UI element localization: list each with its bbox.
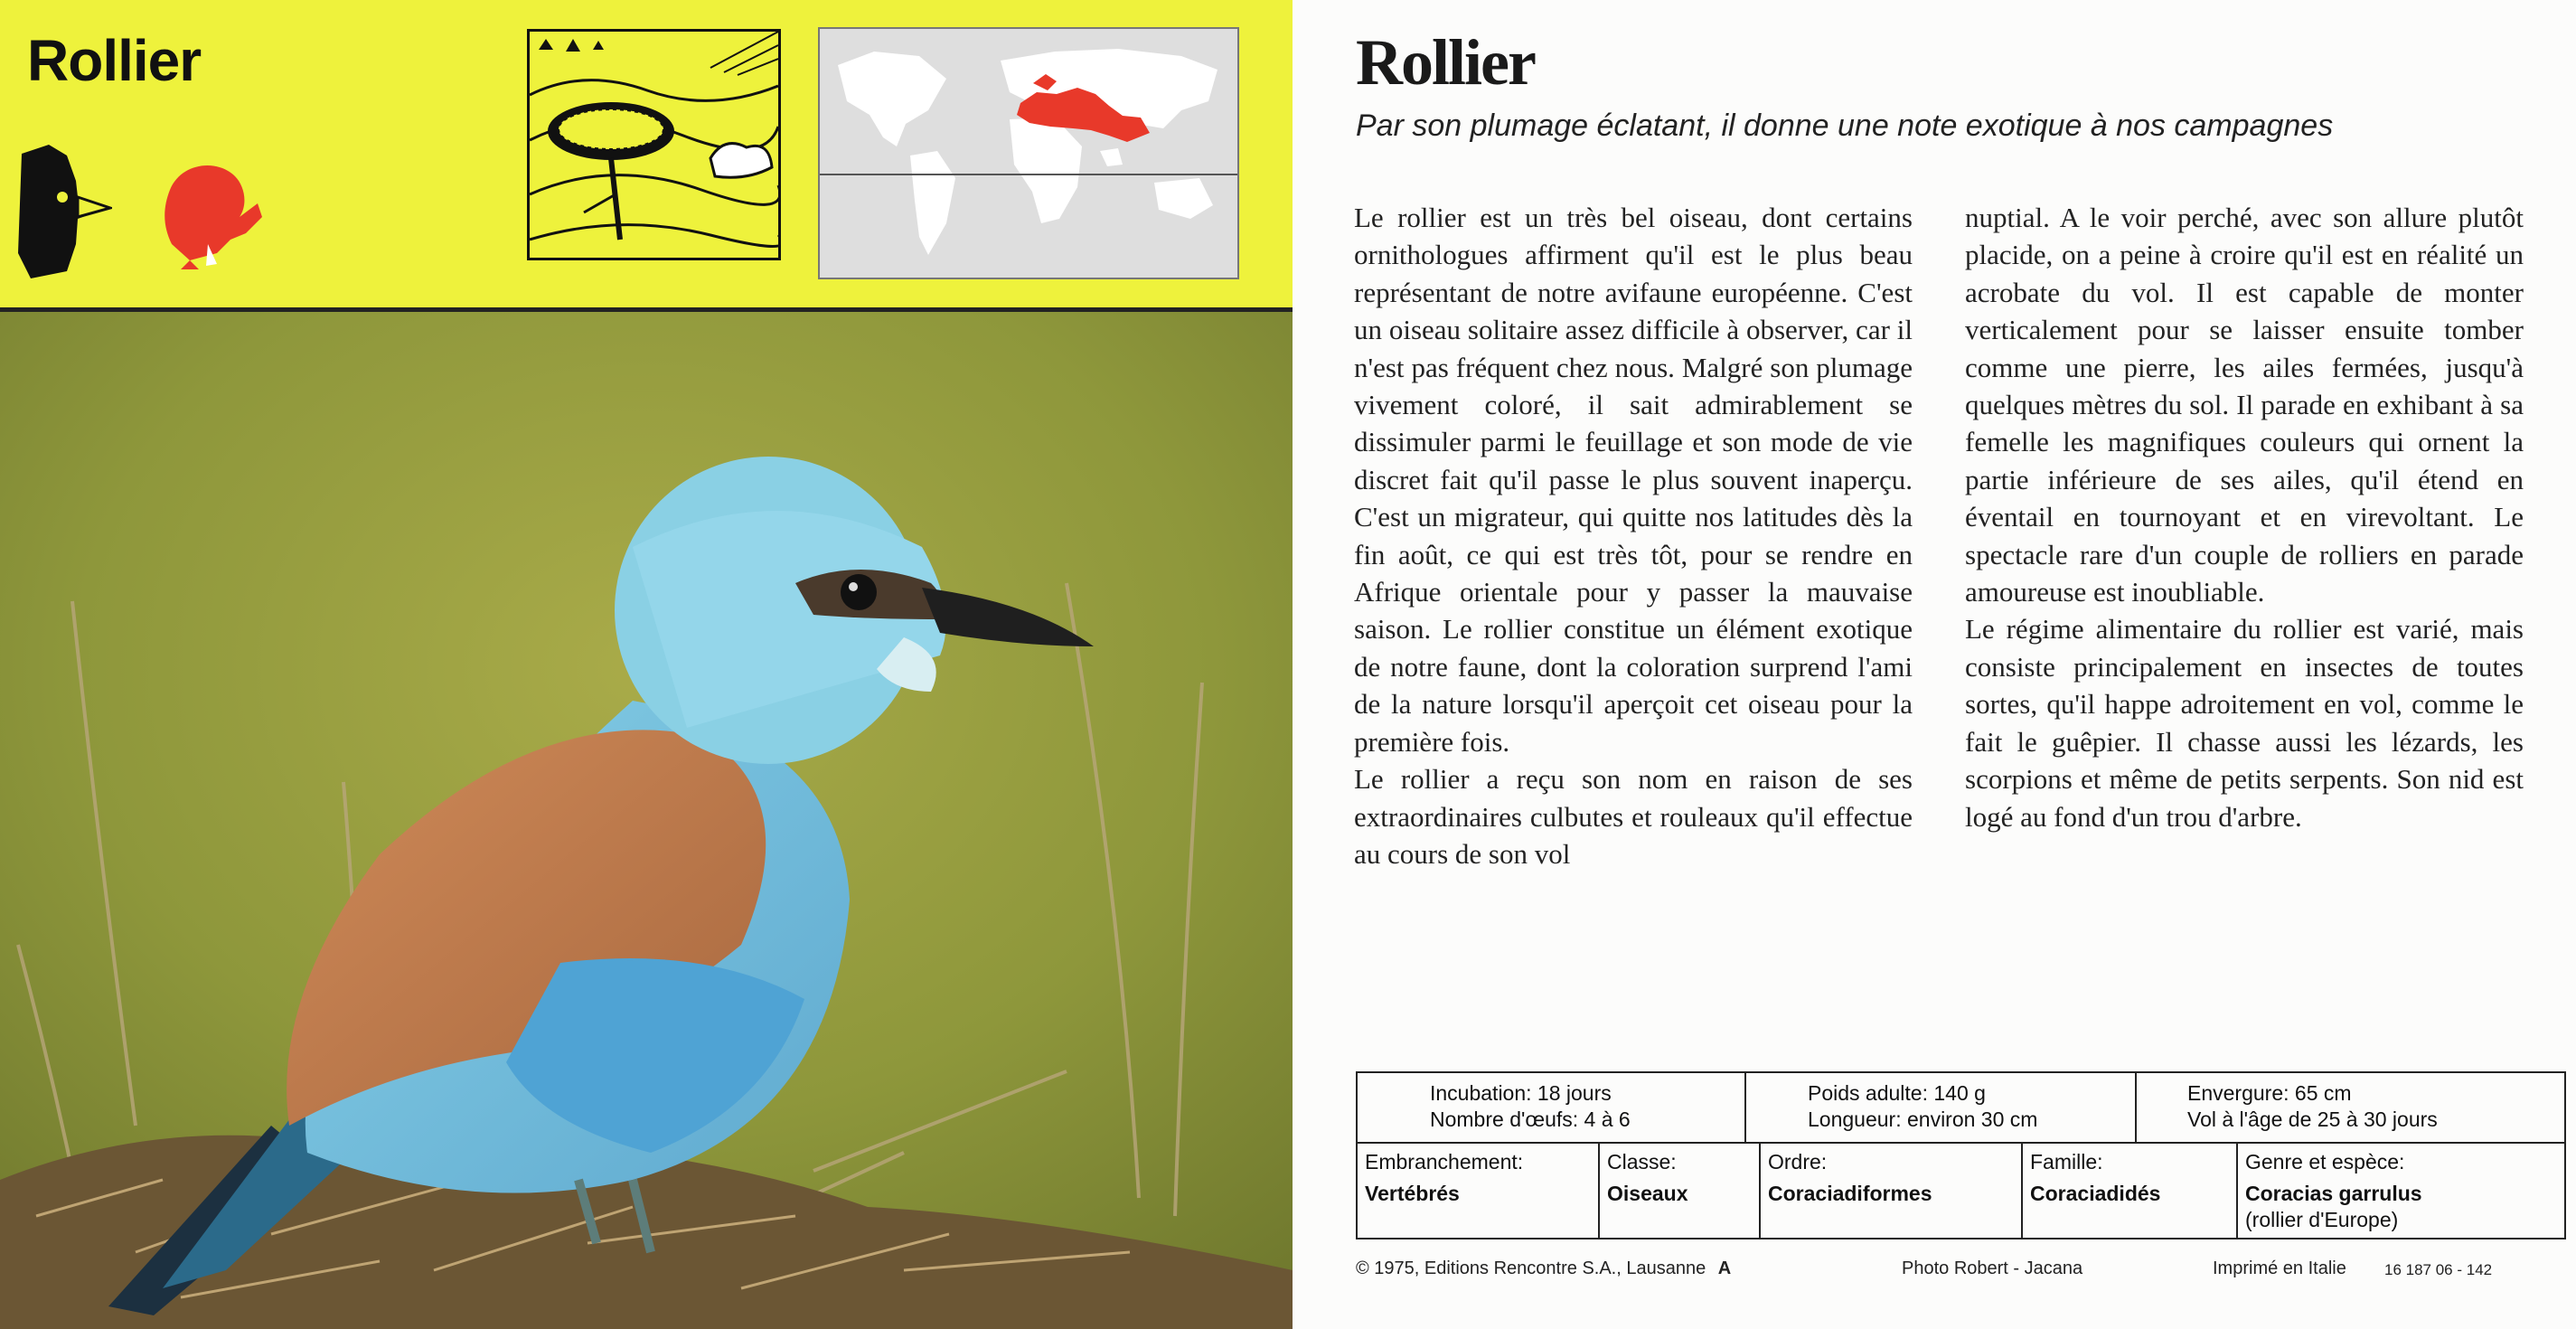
taxonomy-value: Oiseaux [1607,1182,1688,1205]
taxonomy-label: Classe: [1607,1150,1677,1173]
taxonomy-label: Embranchement: [1365,1150,1524,1173]
page-title: Rollier [1356,26,1535,99]
habitat-landscape-icon [527,29,781,260]
footer-printed: Imprimé en Italie [2213,1258,2346,1278]
text-column-2 [1965,199,2524,835]
weight-text: Poids adulte: 140 g [1808,1081,1986,1105]
taxonomy-cell-species [2238,1144,2564,1238]
footer-copyright [1356,1258,1731,1279]
taxonomy-label: Ordre: [1768,1150,1828,1173]
taxonomy-value: Vertébrés [1365,1182,1460,1205]
paragraph: Le rollier est un très bel oiseau, dont certains ornithologues affirment qu'il est le plus beau représentant de notre avifaune européenne. C'est un oiseau solitaire assez difficile à observer, car il n'est pas fréquent chez nous. Malgré son plumage vivement coloré, il sait admirablement se dissimuler parmi le feuillage et son mode de vie discret fait qu'il passe le plus souvent inaperçu. C'est un migrateur, qui quitte nos latitudes dès la fin août, ce qui est très tôt, pour se rendre en Afrique orientale pour y passer la mauvaise saison. Le rollier constitue un élément exotique de notre faune, dont la coloration surprend l'ami de la nature lorsqu'il aperçoit cet oiseau pour la première fois. [1354,202,1913,758]
facts-cell-wingspan [2137,1073,2564,1142]
page-subtitle: Par son plumage éclatant, il donne une note exotique à nos campagnes [1356,108,2334,143]
taxonomy-value: Coraciadidés [2030,1182,2161,1205]
wingspan-text: Envergure: 65 cm [2187,1081,2352,1105]
paragraph: nuptial. A le voir perché, avec son allure plutôt placide, on a peine à croire qu'il est en réalité un acrobate du vol. Il est capable de monter verticalement pour se laisser ensuite tomber comme une pierre, les ailes fermées, jusqu'à quelques mètres du sol. Il parade en exhibant à sa femelle les magnifiques couleurs qui ornent la partie inférieure de ses ailes, qu'il étend en éventail en tournoyant et en virevoltant. Le spectacle rare d'un couple de rolliers en parade amoureuse est inoubliable. [1965,202,2524,608]
taxonomy-label: Famille: [2030,1150,2103,1173]
taxonomy-cell-phylum [1358,1144,1600,1238]
copyright-text: © 1975, Editions Rencontre S.A., Lausanne [1356,1258,1706,1278]
roller-photograph [0,312,1293,1329]
taxonomy-value: Coraciadiformes [1768,1182,1932,1205]
eggs-text: Nombre d'œufs: 4 à 6 [1430,1108,1631,1131]
length-text: Longueur: environ 30 cm [1808,1108,2038,1131]
facts-cell-size [1746,1073,2137,1142]
red-bird-silhouette-icon [154,154,271,271]
card-title: Rollier [27,28,202,93]
taxonomy-value: Coracias garrulus [2245,1182,2422,1205]
paragraph: Le rollier a reçu son nom en raison de ses extraordinaires culbutes et rouleaux qu'il effectue au cours de son vol [1354,763,1913,870]
facts-row-taxonomy [1358,1144,2564,1238]
taxonomy-label: Genre et espèce: [2245,1150,2405,1173]
footer-code: 16 187 06 - 142 [2384,1261,2493,1278]
footer-photo-credit: Photo Robert - Jacana [1902,1258,2083,1278]
bird-head-silhouette-icon [13,145,112,280]
facts-cell-incubation [1358,1073,1746,1142]
facts-row-biology [1358,1073,2564,1144]
taxonomy-note: (rollier d'Europe) [2245,1208,2399,1231]
text-column-1 [1354,199,1913,872]
flight-age-text: Vol à l'âge de 25 à 30 jours [2187,1108,2438,1131]
facts-table [1356,1071,2566,1239]
distribution-map-icon [818,27,1239,279]
series-letter: A [1717,1258,1732,1278]
taxonomy-cell-class [1600,1144,1761,1238]
right-card [1293,0,2576,1329]
taxonomy-cell-family [2023,1144,2238,1238]
taxonomy-cell-order [1761,1144,2023,1238]
paragraph: Le régime alimentaire du rollier est varié, mais consiste principalement en insectes de toutes sortes, qu'il happe adroitement en vol, comme le fait le guêpier. Il chasse aussi les lézards, les scorpions et même de petits serpents. Son nid est logé au fond d'un trou d'arbre. [1965,613,2524,833]
incubation-text: Incubation: 18 jours [1430,1081,1612,1105]
